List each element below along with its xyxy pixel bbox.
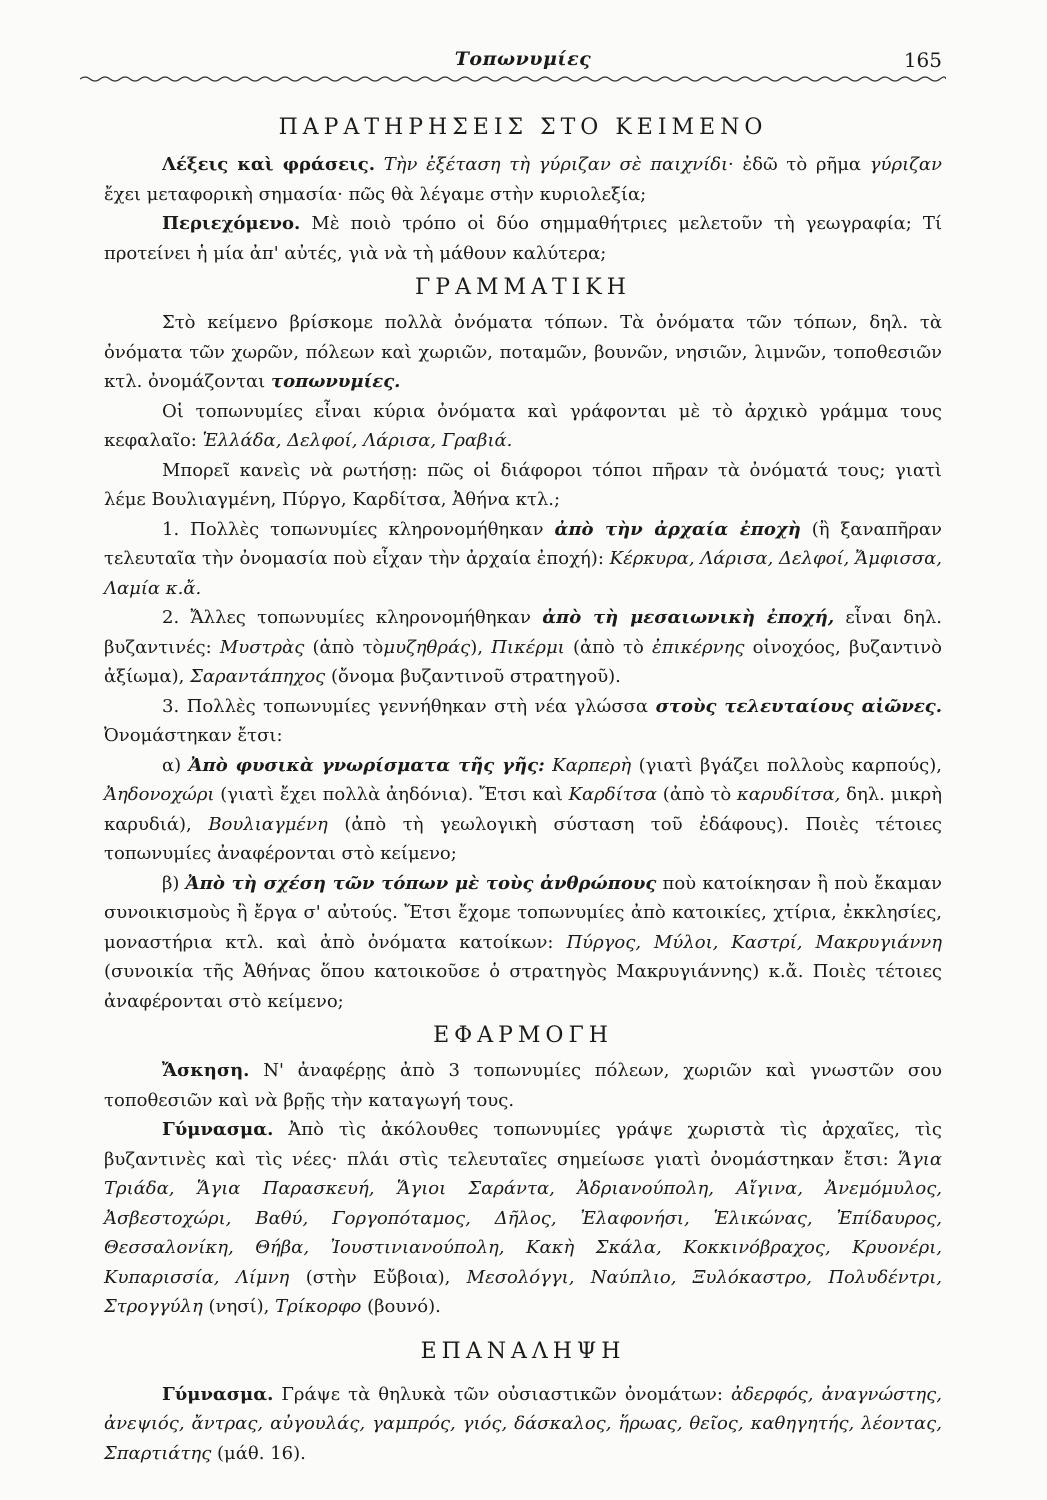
section-heading-grammar: ΓΡΑΜΜΑΤΙΚΗ	[415, 275, 631, 300]
paragraph-capitalization: Οἱ τοπωνυμίες εἶναι κύρια ὀνόματα καὶ γράφονται μὲ τὸ ἀρχικὸ γράμμα τους κεφαλαῖο: Ἑλλάδα, Δελφοί, Λάρισα, Γραβιά.	[104, 400, 942, 451]
list-item-medieval: 2. Ἄλλες τοπωνυμίες κληρονομήθηκαν ἀπὸ τὴ μεσαιωνικὴ ἐποχή, εἶναι δηλ. βυζαντινές: Μυστρὰς (ἀπὸ τὸμυζηθράς), Πικέρμι (ἀπὸ τὸ ἐπικέρνης οἰνοχόος, βυζαντινὸ ἀξίωμα), Σαραντάπηχος (ὄνομα βυζαντινοῦ στρατηγοῦ).	[104, 607, 942, 687]
paragraph-drill: Γύμνασμα. Ἀπὸ τὶς ἀκόλουθες τοπωνυμίες γράψε χωριστὰ τὶς ἀρχαῖες, τὶς βυζαντινὲς καὶ τὶς νέες· πλάι στὶς τελευταῖες σημείωσε γιατὶ ὀνομάστηκαν ἔτσι: Ἅγια Τριάδα, Ἅγια Παρασκευή, Ἅγιοι Σαράντα, Ἀδριανούπολη, Αἴγινα, Ἀνεμόμυλος, Ἀσβεστοχώρι, Βαθύ, Γοργοπόταμος, Δῆλος, Ἐλαφονήσι, Ἑλικώνας, Ἐπίδαυρος, Θεσσαλονίκη, Θήβα, Ἰουστινιανούπολη, Κακὴ Σκάλα, Κοκκινόβραχος, Κρυονέρι, Κυπαρισσία, Λίμνη (στὴν Εὔβοια), Μεσολόγγι, Ναύπλιο, Ξυλόκαστρο, Πολυδέντρι, Στρογγύλη (νησί), Τρίκορφο (βουνό).	[104, 1119, 942, 1317]
section-heading-application: ΕΦΑΡΜΟΓΗ	[433, 1023, 613, 1048]
paragraph-content: Περιεχόμενο. Μὲ ποιὸ τρόπο οἱ δύο σημμαθήτριες μελετοῦν τὴ γεωγραφία; Τί προτείνει ἡ μία ἀπ' αὐτές, γιὰ νὰ τὴ μάθουν καλύτερα;	[104, 213, 942, 264]
section-heading-observations: ΠΑΡΑΤΗΡΗΣΕΙΣ ΣΤΟ ΚΕΙΜΕΝΟ	[278, 115, 768, 140]
section-heading-review: ΕΠΑΝΑΛΗΨΗ	[420, 1338, 626, 1364]
paragraph-question: Μπορεῖ κανεὶς νὰ ρωτήσῃ: πῶς οἱ διάφοροι τόποι πῆραν τὰ ὀνόματά τους; γιατὶ λέμε Βουλιαγμένη, Πύργο, Καρδίτσα, Ἀθήνα κτλ.;	[104, 459, 942, 510]
list-item-ancient: 1. Πολλὲς τοπωνυμίες κληρονομήθηκαν ἀπὸ τὴν ἀρχαία ἐποχὴ (ἢ ξαναπῆραν τελευταῖα τὴν ὀνομασία ποὺ εἶχαν τὴν ἀρχαία ἐποχή): Κέρκυρα, Λάρισα, Δελφοί, Ἄμφισσα, Λαμία κ.ἄ.	[104, 518, 943, 599]
paragraph-review-drill: Γύμνασμα. Γράψε τὰ θηλυκὰ τῶν οὐσιαστικῶν ὀνομάτων: ἀδερφός, ἀναγνώστης, ἀνεψιός, ἄντρας, αὐγουλάς, γαμπρός, γιός, δάσκαλος, ἥρωας, θεῖος, καθηγητής, λέοντας, Σπαρτιάτης (μάθ. 16).	[104, 1383, 942, 1464]
paragraph-words-phrases: Λέξεις καὶ φράσεις. Τὴν ἐξέταση τὴ γύριζαν σὲ παιχνίδι· ἐδῶ τὸ ρῆμα γύριζαν ἔχει μεταφορικὴ σημασία· πῶς θὰ λέγαμε στὴν κυριολεξία;	[104, 154, 942, 205]
running-title: Τοπωνυμίες	[454, 48, 592, 70]
paragraph-exercise: Ἄσκηση. Ν' ἀναφέρῃς ἀπὸ 3 τοπωνυμίες πόλεων, χωριῶν καὶ γνωστῶν σου τοποθεσιῶν καὶ νὰ βρῇς τὴν καταγωγή τους.	[104, 1060, 942, 1111]
sub-item-natural-features: α) Ἀπὸ φυσικὰ γνωρίσματα τῆς γῆς: Καρπερὴ (γιατὶ βγάζει πολλοὺς καρπούς), Ἀηδονοχώρι (γιατὶ ἔχει πολλὰ ἀηδόνια). Ἔτσι καὶ Καρδίτσα (ἀπὸ τὸ καρυδίτσα, δηλ. μικρὴ καρυδιά), Βουλιαγμένη (ἀπὸ τὴ γεωλογικὴ σύσταση τοῦ ἐδάφους). Ποιὲς τέτοιες τοπωνυμίες ἀναφέρονται στὸ κείμενο;	[104, 754, 942, 864]
paragraph-grammar-intro: Στὸ κείμενο βρίσκομε πολλὰ ὀνόματα τόπων. Τὰ ὀνόματα τῶν τόπων, δηλ. τὰ ὀνόματα τῶν χωρῶν, πόλεων καὶ χωριῶν, ποταμῶν, βουνῶν, νησιῶν, λιμνῶν, τοποθεσιῶν κτλ. ὀνομάζονται τοπωνυμίες.	[104, 312, 942, 392]
sub-item-human-relation: β) Ἀπὸ τὴ σχέση τῶν τόπων μὲ τοὺς ἀνθρώπους ποὺ κατοίκησαν ἢ ποὺ ἔκαμαν συνοικισμοὺς ἢ ἔργα σ' αὐτούς. Ἔτσι ἔχομε τοπωνυμίες ἀπὸ κατοικίες, χτίρια, ἐκκλησίες, μοναστήρια κτλ. καὶ ἀπὸ ὀνόματα κατοίκων: Πύργος, Μύλοι, Καστρί, Μακρυγιάννη (συνοικία τῆς Ἀθήνας ὅπου κατοικοῦσε ὁ στρατηγὸς Μακρυγιάννης) κ.ἄ. Ποιὲς τέτοιες ἀναφέρονται στὸ κείμενο;	[104, 872, 942, 1012]
page	[104, 40, 942, 1468]
page-number: 165	[903, 48, 942, 72]
running-header	[104, 40, 942, 88]
list-item-recent: 3. Πολλὲς τοπωνυμίες γεννήθηκαν στὴ νέα γλώσσα στοὺς τελευταίους αἰῶνες. Ὀνομάστηκαν ἔτσι:	[104, 695, 942, 746]
wavy-rule	[80, 74, 946, 84]
